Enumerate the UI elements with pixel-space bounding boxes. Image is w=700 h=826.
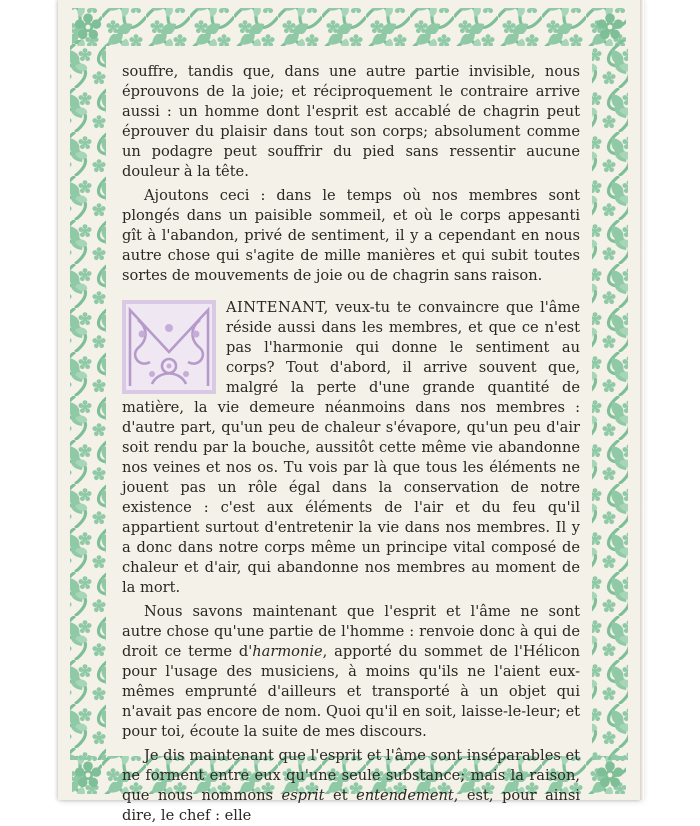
paragraph-text: , est, pour ainsi dire, le chef : elle [122,787,580,824]
paragraph-text: et [324,787,357,804]
paragraph-text: Je dis maintenant que l'esprit et l'âme sont inséparables et ne forment entre eux qu'une seule substance; mais la raison, que nous nommons [122,747,580,804]
text-block-top [122,62,580,286]
paragraph: souffre, tandis que, dans une autre partie invisible, nous éprouvons de la joie; et réciproquement le contraire arrive aussi : un homme dont l'esprit est accablé de chagrin peut éprouver du plaisir dans tout son corps; absolument comme un podagre peut souffrir du pied sans ressentir aucune douleur à la tête. [122,63,580,180]
italic-term: harmonie [252,643,323,660]
ornamental-initial-m-icon [122,300,216,394]
paragraph-text: Nous savons maintenant que l'esprit et l'âme ne sont autre chose qu'une partie de l'homme : renvoie donc à qui de droit ce terme d' [122,603,580,660]
text-block-section [122,298,580,826]
section-first-paragraph [122,298,580,598]
page-edge [640,0,644,800]
lead-word: AINTENANT, [226,299,329,316]
book-page [58,0,640,824]
paragraph: Ajoutons ceci : dans le temps où nos membres sont plongés dans un paisible sommeil, et où le corps appesanti gît à l'abandon, privé de sentiment, il y a cependant en nous autre chose qui s'agite de mille manières et qui subit toutes sortes de mouvements de joie ou de chagrin sans raison. [122,187,580,284]
section-third-paragraph [122,746,580,826]
paragraph-text: , apporté du sommet de l'Hélicon pour l'usage des musiciens, à moins qu'ils ne l'aient eux-mêmes emprunté d'ailleurs et transporté à un objet qui n'avait pas encore de nom. Quoi qu'il en soit, laisse-le-leur; et pour toi, écoute la suite de mes discours. [122,643,580,740]
italic-term: entendement [356,787,454,804]
section-second-paragraph [122,602,580,742]
paragraph-body: veux-tu te convaincre que l'âme réside aussi dans les membres, et que ce n'est pas l'harmonie qui donne le sentiment au corps? Tout d'abord, il arrive souvent que, malgré la perte d'une grande quantité de matière, la vie demeure néanmoins dans nos membres : d'autre part, qu'un peu de chaleur s'évapore, qu'un peu d'air soit rendu par la bouche, aussitôt cette même vie abandonne nos veines et nos os. Tu vois par là que tous les éléments ne jouent pas un rôle égal dans la conservation de notre existence : c'est aux éléments de l'air et du feu qu'il appartient surtout d'entretenir la vie dans nos membres. Il y a donc dans notre corps même un principe vital composé de chaleur et d'air, qui abandonne nos membres au moment de la mort. [122,299,580,596]
italic-term: esprit [281,787,325,804]
